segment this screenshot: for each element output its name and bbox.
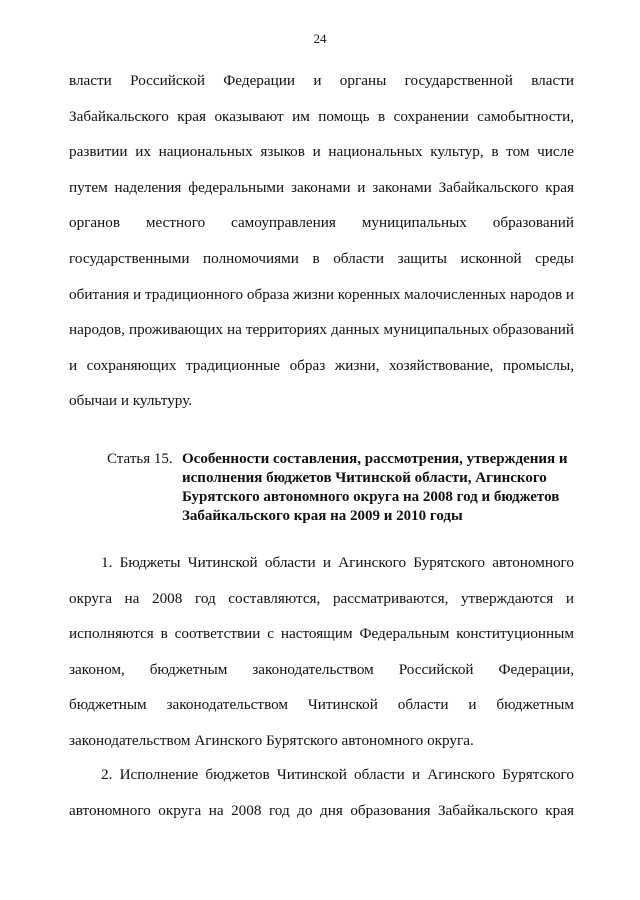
article-label: Статья 15. <box>107 451 173 467</box>
article-title-line: исполнения бюджетов Читинской области, Агинского <box>182 470 547 486</box>
text-line: законодательством Агинского Бурятского автономного округа. <box>69 731 474 749</box>
article-title-line: Бурятского автономного округа на 2008 год и бюджетов <box>182 489 560 505</box>
text-line: развитии их национальных языков и национальных культур, в том числе <box>69 143 574 161</box>
text-line: государственными полномочиями в области защиты исконной среды <box>69 249 574 267</box>
text-line: народов, проживающих на территориях данных муниципальных образований <box>69 321 574 339</box>
paragraph-continuation <box>69 63 574 419</box>
text-line: бюджетным законодательством Читинской области и бюджетным <box>69 696 574 714</box>
text-line: 1. Бюджеты Читинской области и Агинского Бурятского автономного <box>101 554 574 571</box>
text-line: 2. Исполнение бюджетов Читинской области и Агинского Бурятского <box>101 766 574 783</box>
article-title-line: Особенности составления, рассмотрения, утверждения и <box>182 451 568 467</box>
text-line: Забайкальского края оказывают им помощь в сохранении самобытности, <box>69 107 574 125</box>
text-line: округа на 2008 год составляются, рассматриваются, утверждаются и <box>69 589 574 607</box>
paragraph-clause-2 <box>69 757 574 828</box>
text-line: обычаи и культуру. <box>69 392 193 410</box>
text-line: путем наделения федеральными законами и законами Забайкальского края <box>69 178 574 196</box>
text-line: автономного округа на 2008 год до дня образования Забайкальского края <box>69 801 574 819</box>
article-title <box>182 450 577 526</box>
paragraph-clause-1 <box>69 545 574 759</box>
text-line: законом, бюджетным законодательством Российской Федерации, <box>69 660 574 678</box>
text-line: органов местного самоуправления муниципальных образований <box>69 214 574 232</box>
text-line: власти Российской Федерации и органы государственной власти <box>69 72 574 89</box>
text-line: и сохраняющих традиционные образ жизни, хозяйствование, промыслы, <box>69 356 574 374</box>
text-line: обитания и традиционного образа жизни коренных малочисленных народов и <box>69 285 575 303</box>
page-number: 24 <box>313 31 327 46</box>
text-line: исполняются в соответствии с настоящим Федеральным конституционным <box>69 625 574 643</box>
article-title-line: Забайкальского края на 2009 и 2010 годы <box>182 508 463 524</box>
